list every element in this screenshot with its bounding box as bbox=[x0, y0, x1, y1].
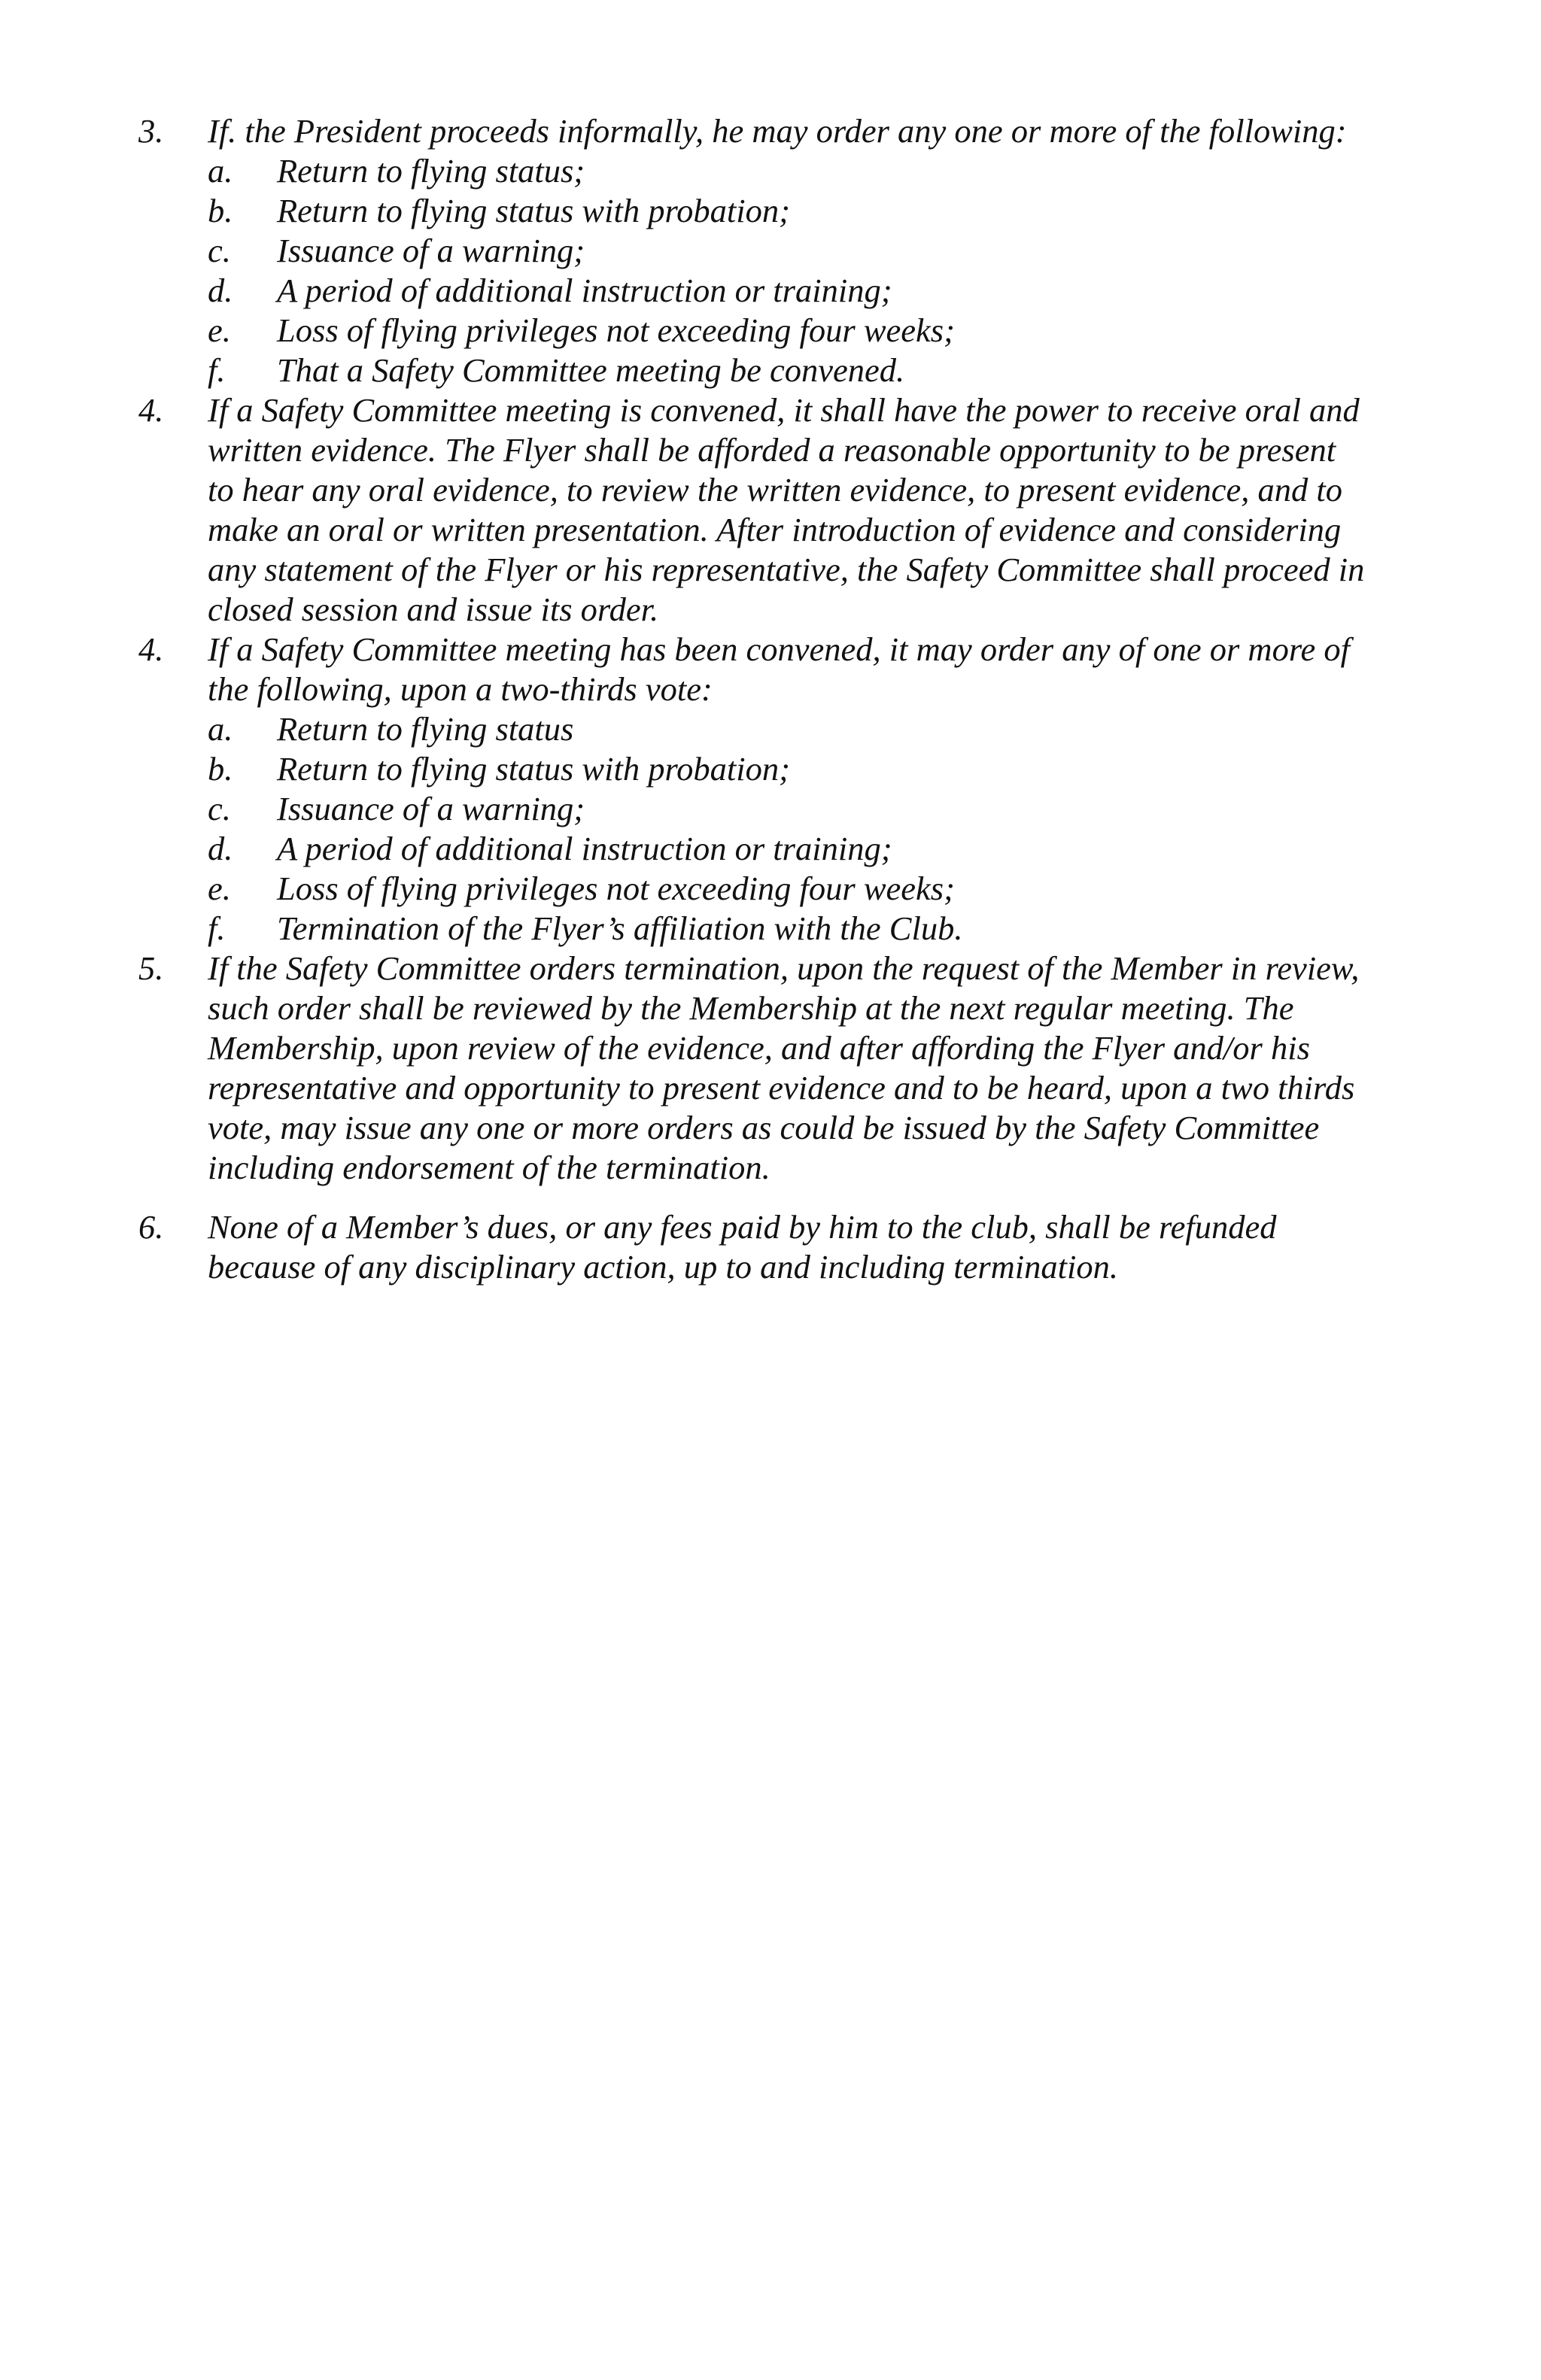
subitem-text: Issuance of a warning; bbox=[277, 232, 585, 269]
item-body bbox=[208, 949, 1418, 1188]
item-number: 4. bbox=[138, 391, 164, 429]
list-item-4 bbox=[138, 390, 1418, 630]
item-body bbox=[208, 1207, 1418, 1287]
subitem-text: Return to flying status bbox=[277, 710, 574, 748]
subitem-a bbox=[208, 151, 1418, 191]
subitem-text: A period of additional instruction or training; bbox=[277, 830, 892, 867]
subitem-letter: f. bbox=[208, 351, 226, 389]
subitem-b bbox=[208, 749, 1418, 789]
subitem-letter: b. bbox=[208, 192, 233, 229]
subitem-d bbox=[208, 829, 1418, 869]
item-line: If a Safety Committee meeting is convened, it shall have the power to receive oral and bbox=[208, 391, 1360, 429]
list-item-5 bbox=[138, 949, 1418, 1188]
subitem-text: Termination of the Flyer’s affiliation with the Club. bbox=[277, 909, 963, 947]
subitem-b bbox=[208, 191, 1418, 231]
item-line: written evidence. The Flyer shall be afforded a reasonable opportunity to be present bbox=[208, 431, 1336, 469]
list-item-3 bbox=[138, 111, 1418, 390]
item-number: 5. bbox=[138, 949, 164, 987]
subitem-f bbox=[208, 351, 1418, 390]
item-line: representative and opportunity to present evidence and to be heard, upon a two thirds bbox=[208, 1069, 1355, 1107]
subitem-letter: e. bbox=[208, 870, 231, 907]
subitem-text: Return to flying status with probation; bbox=[277, 192, 790, 229]
subitem-letter: a. bbox=[208, 710, 233, 748]
item-line: Membership, upon review of the evidence, and after affording the Flyer and/or his bbox=[208, 1029, 1310, 1067]
item-body bbox=[208, 630, 1418, 949]
subitem-a bbox=[208, 709, 1418, 749]
subitem-text: Issuance of a warning; bbox=[277, 790, 585, 827]
item-line: to hear any oral evidence, to review the written evidence, to present evidence, and to bbox=[208, 471, 1342, 508]
list-item-4-second bbox=[138, 630, 1418, 949]
subitem-f bbox=[208, 909, 1418, 949]
subitem-text: That a Safety Committee meeting be convened. bbox=[277, 351, 905, 389]
subitem-letter: d. bbox=[208, 272, 233, 309]
item-line: such order shall be reviewed by the Membership at the next regular meeting. The bbox=[208, 989, 1294, 1027]
item-body bbox=[208, 111, 1418, 390]
subitem-letter: e. bbox=[208, 311, 231, 349]
item-line: including endorsement of the termination. bbox=[208, 1149, 770, 1186]
item-line: make an oral or written presentation. After introduction of evidence and considering bbox=[208, 511, 1342, 548]
item-number: 6. bbox=[138, 1208, 164, 1246]
item-line: any statement of the Flyer or his representative, the Safety Committee shall proceed in bbox=[208, 551, 1365, 588]
subitem-letter: c. bbox=[208, 790, 231, 827]
subitem-e bbox=[208, 869, 1418, 909]
subitem-letter: a. bbox=[208, 152, 233, 190]
subitem-text: Return to flying status with probation; bbox=[277, 750, 790, 788]
subitem-text: Loss of flying privileges not exceeding four weeks; bbox=[277, 311, 955, 349]
subitem-c bbox=[208, 789, 1418, 829]
item-number: 3. bbox=[138, 112, 164, 150]
item-text: If. the President proceeds informally, he may order any one or more of the following: bbox=[208, 112, 1347, 150]
list-item-6 bbox=[138, 1207, 1418, 1287]
item-line: If the Safety Committee orders termination, upon the request of the Member in review, bbox=[208, 949, 1360, 987]
item-line: vote, may issue any one or more orders as could be issued by the Safety Committee bbox=[208, 1109, 1320, 1146]
bylaws-discipline-section bbox=[138, 111, 1418, 1287]
subitem-d bbox=[208, 271, 1418, 311]
subitem-text: Return to flying status; bbox=[277, 152, 585, 190]
subitem-letter: f. bbox=[208, 909, 226, 947]
subitem-letter: b. bbox=[208, 750, 233, 788]
item-body bbox=[208, 390, 1418, 630]
item-line: the following, upon a two-thirds vote: bbox=[208, 670, 713, 708]
subitem-text: A period of additional instruction or training; bbox=[277, 272, 892, 309]
subitem-c bbox=[208, 231, 1418, 271]
subitem-letter: c. bbox=[208, 232, 231, 269]
subitem-text: Loss of flying privileges not exceeding four weeks; bbox=[277, 870, 955, 907]
item-line: closed session and issue its order. bbox=[208, 590, 659, 628]
item-line: If a Safety Committee meeting has been convened, it may order any of one or more of bbox=[208, 630, 1350, 668]
item-line: because of any disciplinary action, up to and including termination. bbox=[208, 1248, 1118, 1286]
item-line: None of a Member’s dues, or any fees paid by him to the club, shall be refunded bbox=[208, 1208, 1277, 1246]
subitem-e bbox=[208, 311, 1418, 351]
item-number: 4. bbox=[138, 630, 164, 668]
subitem-letter: d. bbox=[208, 830, 233, 867]
